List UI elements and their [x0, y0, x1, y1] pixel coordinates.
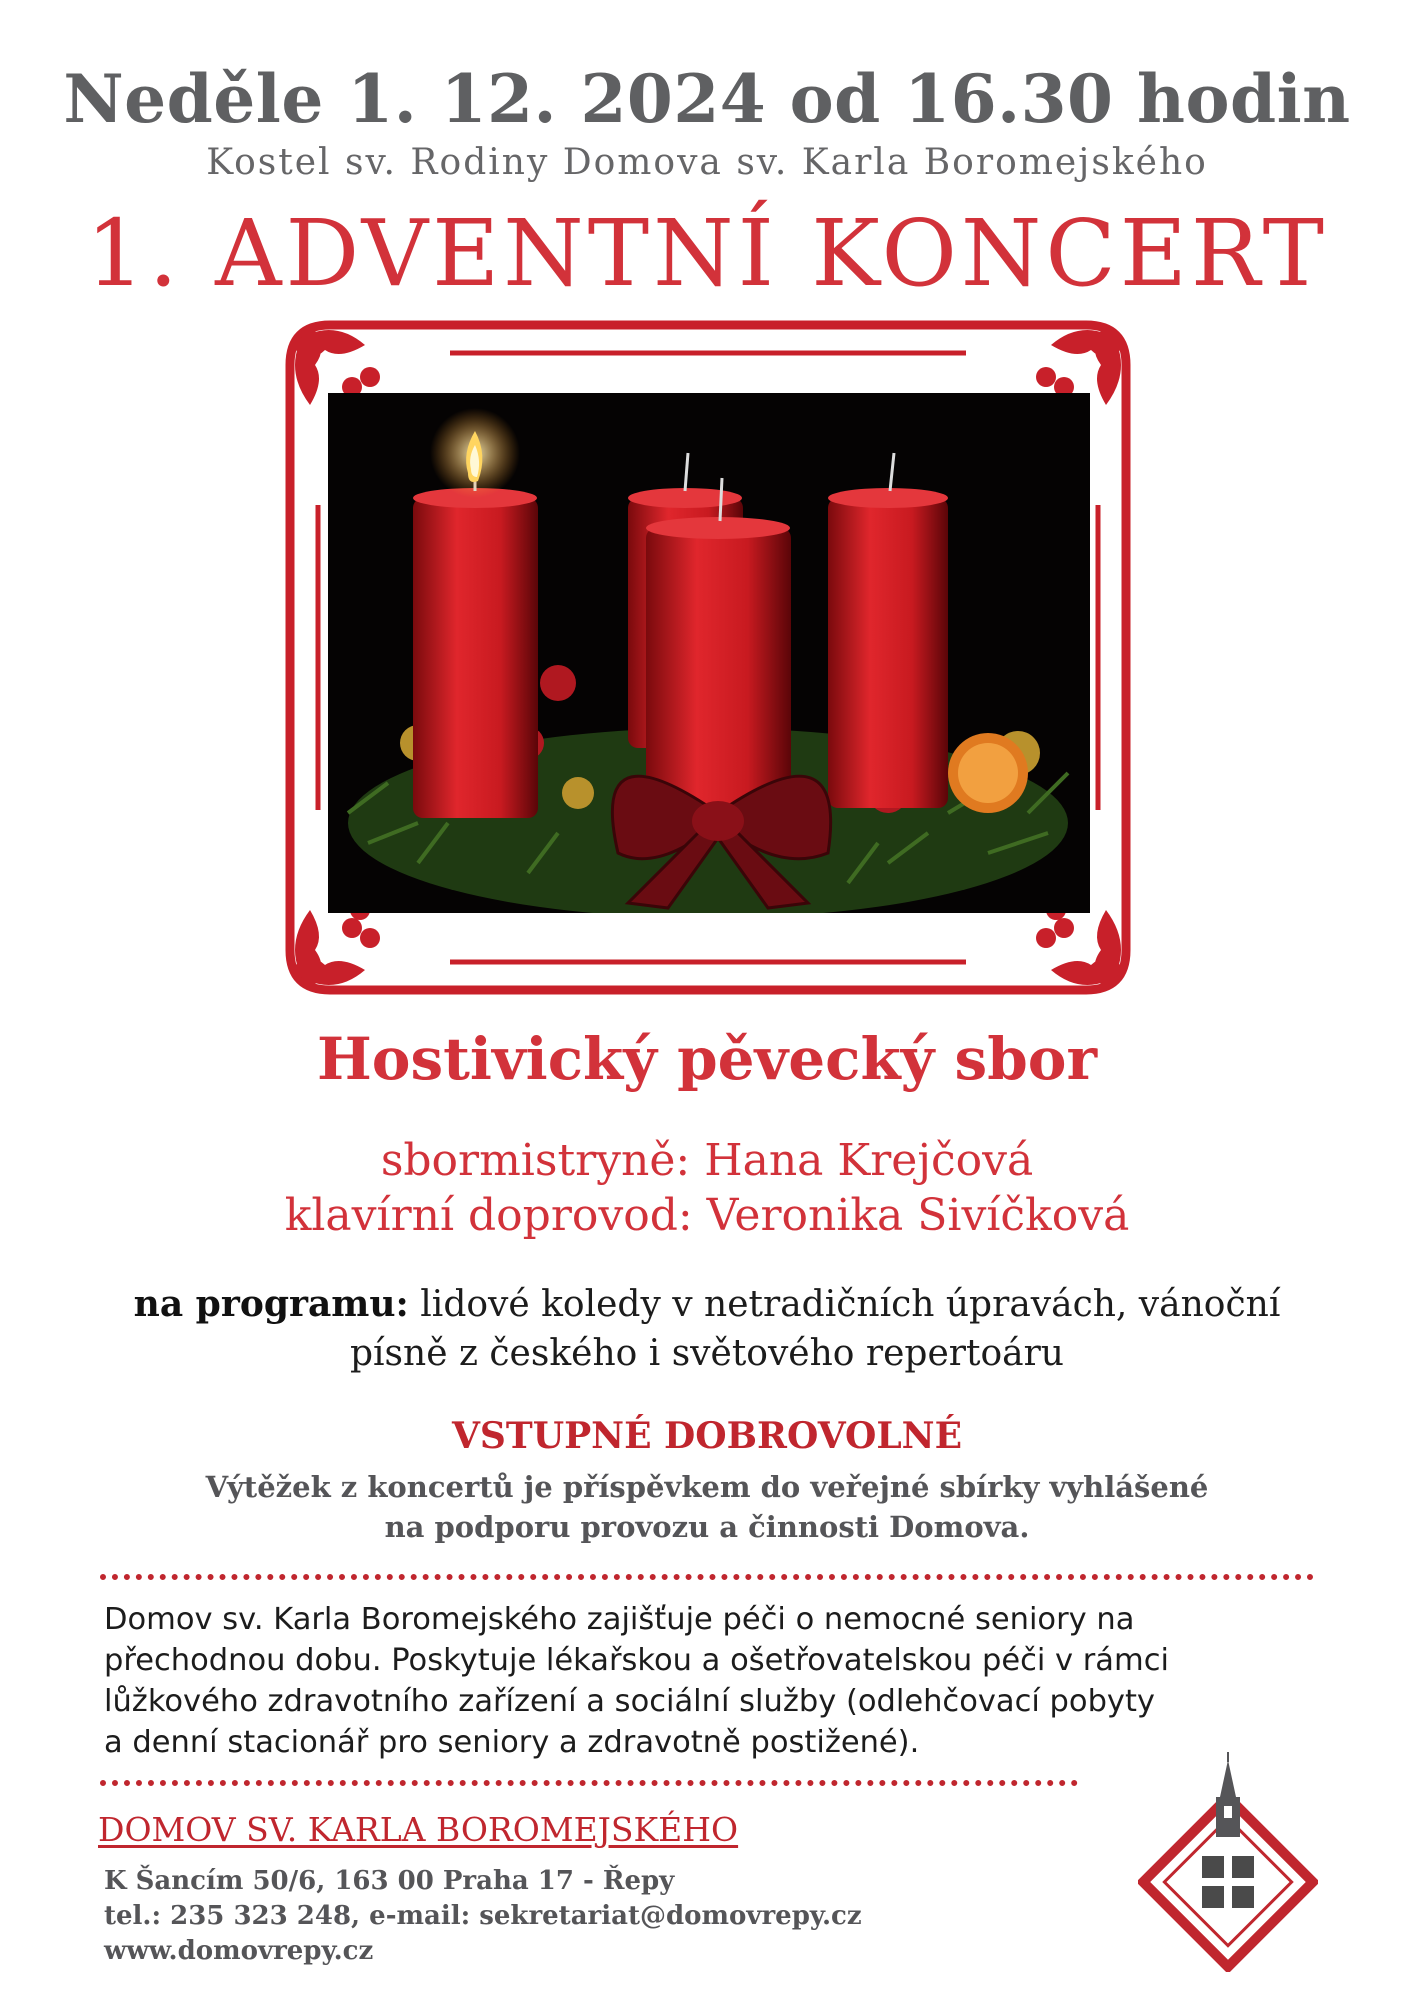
- about-line: a denní stacionář pro seniory a zdravotně postižené).: [104, 1725, 920, 1760]
- organization-name: DOMOV SV. KARLA BOROMEJSKÉHO: [98, 1810, 739, 1849]
- about-line: lůžkového zdravotního zařízení a sociální služby (odlehčovací pobyty: [104, 1684, 1155, 1719]
- program-line-2: písně z českého i světového repertoáru: [350, 1333, 1064, 1374]
- program-label: na programu:: [133, 1283, 409, 1325]
- program-line-1: [0, 1283, 1414, 1325]
- dotted-divider: [100, 1574, 1314, 1580]
- program-text-1: lidové koledy v netradičních úpravách, vánoční: [408, 1284, 1281, 1325]
- dotted-divider: [100, 1780, 1078, 1786]
- website-link[interactable]: www.domovrepy.cz: [104, 1936, 374, 1966]
- event-date-time: Neděle 1. 12. 2024 od 16.30 hodin: [63, 60, 1351, 138]
- proceeds-line-1: Výtěžek z koncertů je příspěvkem do veřejné sbírky vyhlášené: [205, 1470, 1209, 1504]
- event-venue: Kostel sv. Rodiny Domova sv. Karla Boromejského: [206, 142, 1208, 183]
- address: K Šancím 50/6, 163 00 Praha 17 - Řepy: [104, 1866, 675, 1896]
- church-logo-icon: [1138, 1752, 1318, 1972]
- choir-name: Hostivický pěvecký sbor: [317, 1025, 1097, 1093]
- admission-heading: VSTUPNÉ DOBROVOLNÉ: [451, 1415, 963, 1457]
- phone-email[interactable]: tel.: 235 323 248, e-mail: sekretariat@domovrepy.cz: [104, 1901, 862, 1931]
- advent-wreath-photo: [328, 393, 1090, 913]
- concert-title: 1. ADVENTNÍ KONCERT: [86, 200, 1328, 307]
- proceeds-line-2: na podporu provozu a činnosti Domova.: [384, 1510, 1030, 1544]
- about-line: Domov sv. Karla Boromejského zajišťuje péči o nemocné seniory na: [104, 1602, 1135, 1637]
- choirmaster: sbormistryně: Hana Krejčová: [380, 1135, 1034, 1186]
- accompanist: klavírní doprovod: Veronika Sivíčková: [284, 1190, 1130, 1241]
- about-line: přechodnou dobu. Poskytuje lékařskou a ošetřovatelskou péči v rámci: [104, 1643, 1169, 1678]
